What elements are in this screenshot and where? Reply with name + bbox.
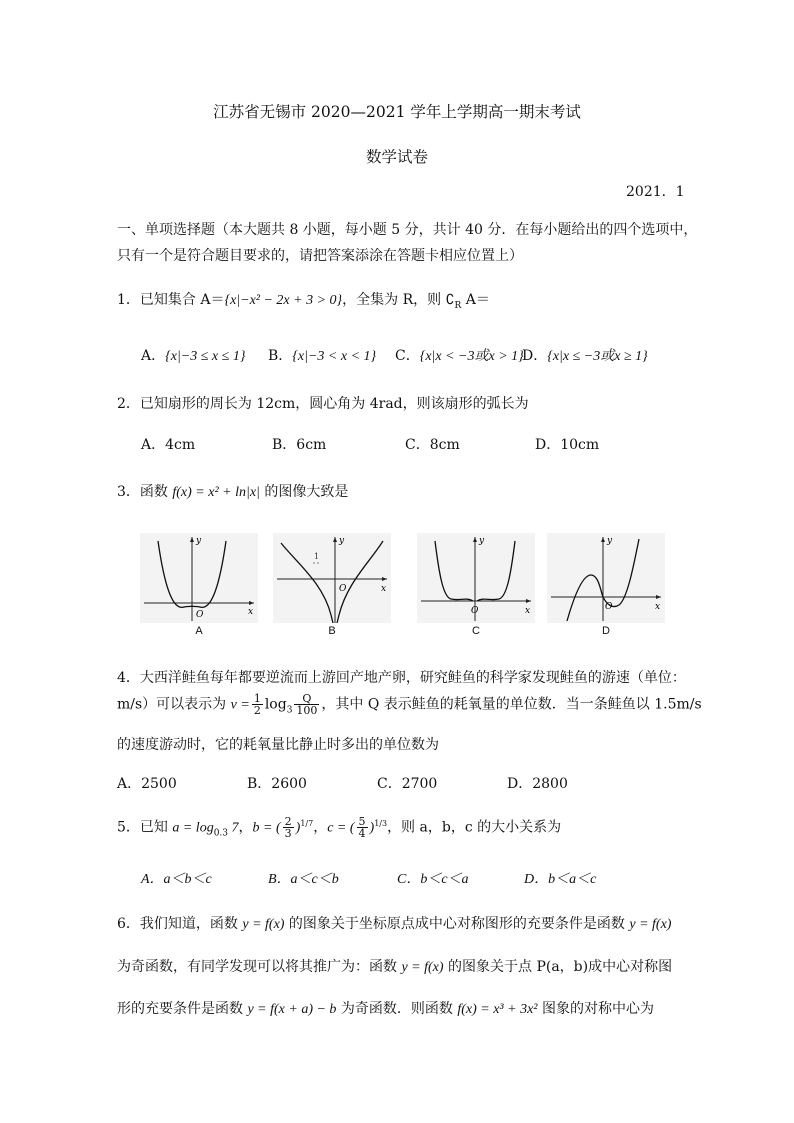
- q1-text-b: ，全集为 R，则 ∁: [342, 292, 455, 308]
- q3-formula: f(x) = x² + ln|x|: [172, 485, 260, 500]
- q4-frac-half: [252, 693, 263, 716]
- graph-d-x-label: x: [655, 602, 661, 612]
- graph-d-y-label: y: [607, 536, 613, 546]
- q6-text: 形的充要条件是函数: [117, 1001, 248, 1017]
- svg-text:1: 1: [314, 552, 320, 561]
- question-6-line3: [117, 998, 654, 1018]
- q1-option-a[interactable]: [141, 345, 245, 365]
- q2-option-a[interactable]: A．4cm: [141, 437, 196, 453]
- graph-a-y-label: y: [196, 536, 202, 546]
- graph-c-y-label: y: [479, 536, 485, 546]
- option-text: {x|−3 ≤ x ≤ 1}: [165, 349, 246, 364]
- q4-log: log: [264, 696, 287, 713]
- q5-b-def: b = (: [252, 820, 281, 836]
- q5-c-frac: [357, 816, 368, 839]
- q4-option-d[interactable]: D．2800: [507, 776, 568, 792]
- option-label: B．: [268, 348, 293, 364]
- q5-a-arg: 7: [228, 820, 239, 836]
- exam-date: 2021．1: [626, 184, 685, 200]
- graph-d-origin: O: [605, 602, 613, 612]
- option-label: D．: [522, 348, 548, 364]
- q5-sep-2: ，: [313, 819, 328, 836]
- frac-num: 1: [253, 692, 261, 705]
- q4-option-b[interactable]: B．2600: [247, 776, 307, 792]
- frac-den: 2: [253, 704, 261, 717]
- frac-den: 3: [284, 827, 292, 840]
- q5-c-close: ): [369, 820, 375, 836]
- graph-c-x-label: x: [525, 606, 531, 616]
- question-1-stem: [117, 289, 490, 311]
- q5-text-b: ，则 a，b，c 的大小关系为: [387, 819, 562, 836]
- q3-text-a: 3．函数: [117, 484, 173, 500]
- exam-subtitle: 数学试卷: [365, 148, 428, 166]
- q6-formula: y = f(x + a) − b: [247, 1002, 337, 1017]
- frac-num: 5: [358, 815, 366, 828]
- q4-log-base: 3: [286, 705, 293, 716]
- q5-option-a[interactable]: A．a＜b＜c: [141, 872, 212, 887]
- question-4-line2: [117, 693, 702, 716]
- section-heading-line2: 只有一个是符合题目要求的，请把答案添涂在答题卡相应位置上）: [117, 248, 523, 264]
- q5-a-base: 0.3: [213, 828, 229, 839]
- question-2-stem: 2．已知扇形的周长为 12cm，圆心角为 4rad，则该扇形的弧长为: [117, 396, 529, 412]
- q4-text-b: ，其中 Q 表示鲑鱼的耗氧量的单位数．当一条鲑鱼以 1.5m/s: [321, 696, 702, 713]
- q6-formula: y = f(x): [629, 917, 672, 932]
- graph-d-svg: [547, 533, 665, 623]
- option-text: {x|−3 < x < 1}: [292, 349, 377, 364]
- graph-a-label: A: [195, 625, 203, 637]
- frac-den: 4: [358, 827, 366, 840]
- q6-formula: y = f(x): [242, 917, 285, 932]
- graph-a-x-label: x: [248, 607, 254, 617]
- q1-text-c: A＝: [461, 292, 490, 308]
- question-4-line3: 的速度游动时，它的耗氧量比静止时多出的单位数为: [117, 737, 439, 753]
- q5-c-def: c = (: [327, 820, 355, 836]
- q6-formula: y = f(x): [401, 960, 444, 975]
- option-text: {x|x < −3或x > 1}: [419, 349, 524, 364]
- frac-num: Q: [294, 693, 319, 705]
- graph-b-label: B: [328, 625, 336, 637]
- q3-text-b: 的图像大致是: [259, 484, 349, 500]
- q5-text-a: 5．已知: [117, 819, 173, 836]
- graph-c-label: C: [472, 625, 480, 637]
- q4-option-c[interactable]: C．2700: [377, 776, 438, 792]
- q1-text-a: 1．已知集合 A＝: [117, 292, 225, 308]
- frac-den: 100: [296, 704, 318, 717]
- q6-text: 6．我们知道，函数: [117, 916, 243, 932]
- q1-option-b[interactable]: [268, 345, 376, 365]
- q6-text: 的图象关于点 P(a，b)成中心对称图: [443, 959, 673, 975]
- frac-num: 2: [284, 815, 292, 828]
- q5-b-exp: 1/7: [300, 818, 314, 828]
- q4-v-eq: v =: [230, 697, 250, 713]
- graph-option-b[interactable]: [273, 533, 391, 641]
- option-label: C．: [395, 348, 420, 364]
- option-label: A．: [141, 348, 166, 364]
- q2-option-d[interactable]: D．10cm: [535, 437, 600, 453]
- q5-a-def: a = log: [172, 820, 214, 836]
- q2-option-c[interactable]: C．8cm: [405, 437, 460, 453]
- q5-b-frac: [283, 816, 294, 839]
- graph-b-y-label: y: [339, 536, 345, 546]
- graph-option-c[interactable]: [417, 533, 535, 641]
- q6-formula: f(x) = x³ + 3x²: [457, 1002, 538, 1017]
- q1-set: {x|−x² − 2x + 3 > 0}: [224, 293, 343, 308]
- q6-text: 为奇函数．则函数: [336, 1001, 458, 1017]
- graph-a-svg: [140, 533, 258, 623]
- graph-b-x-label: x: [381, 584, 387, 594]
- q6-text: 图象的对称中心为: [537, 1001, 654, 1017]
- graph-b-svg: [273, 533, 391, 623]
- q5-c-exp: 1/3: [374, 818, 388, 828]
- q5-option-d[interactable]: D．b＜a＜c: [524, 872, 597, 887]
- question-5-stem: [117, 816, 561, 839]
- q2-option-b[interactable]: B．6cm: [272, 437, 327, 453]
- q4-frac-q: [294, 693, 319, 716]
- question-4-line1: 4．大西洋鲑鱼每年都要逆流而上游回产地产卵，研究鲑鱼的科学家发现鲑鱼的游速（单位：: [117, 670, 686, 686]
- option-text: {x|x ≤ −3或x ≥ 1}: [547, 349, 648, 364]
- q5-option-b[interactable]: B．a＜c＜b: [268, 872, 339, 887]
- graph-c-svg: [417, 533, 535, 623]
- q5-b-close: ): [295, 820, 301, 836]
- q5-option-c[interactable]: C．b＜c＜a: [397, 872, 469, 887]
- q6-text: 为奇函数，有同学发现可以将其推广为：函数: [117, 959, 402, 975]
- question-3-stem: [117, 481, 348, 501]
- q1-option-c[interactable]: [395, 345, 524, 365]
- q4-option-a[interactable]: A．2500: [117, 776, 177, 792]
- question-6-line1: [117, 913, 671, 933]
- graph-d-label: D: [602, 625, 610, 637]
- q1-subscript: R: [454, 300, 462, 311]
- section-heading-line1: 一、单项选择题（本大题共 8 小题，每小题 5 分，共计 40 分．在每小题给出的四个选项中，: [117, 222, 698, 238]
- question-6-line2: [117, 956, 672, 976]
- q5-sep-1: ，: [238, 819, 253, 836]
- q1-option-d[interactable]: [522, 345, 648, 365]
- graph-option-d[interactable]: [547, 533, 665, 641]
- graph-c-origin: O: [471, 606, 479, 616]
- q6-text: 的图象关于坐标原点成中心对称图形的充要条件是函数: [284, 916, 630, 932]
- graph-b-origin: O: [339, 584, 347, 594]
- q4-text-a: m/s）可以表示为: [117, 696, 231, 713]
- exam-title: 江苏省无锡市 2020—2021 学年上学期高一期末考试: [213, 103, 581, 121]
- graph-option-a[interactable]: [140, 533, 258, 641]
- graph-a-origin: O: [196, 610, 204, 620]
